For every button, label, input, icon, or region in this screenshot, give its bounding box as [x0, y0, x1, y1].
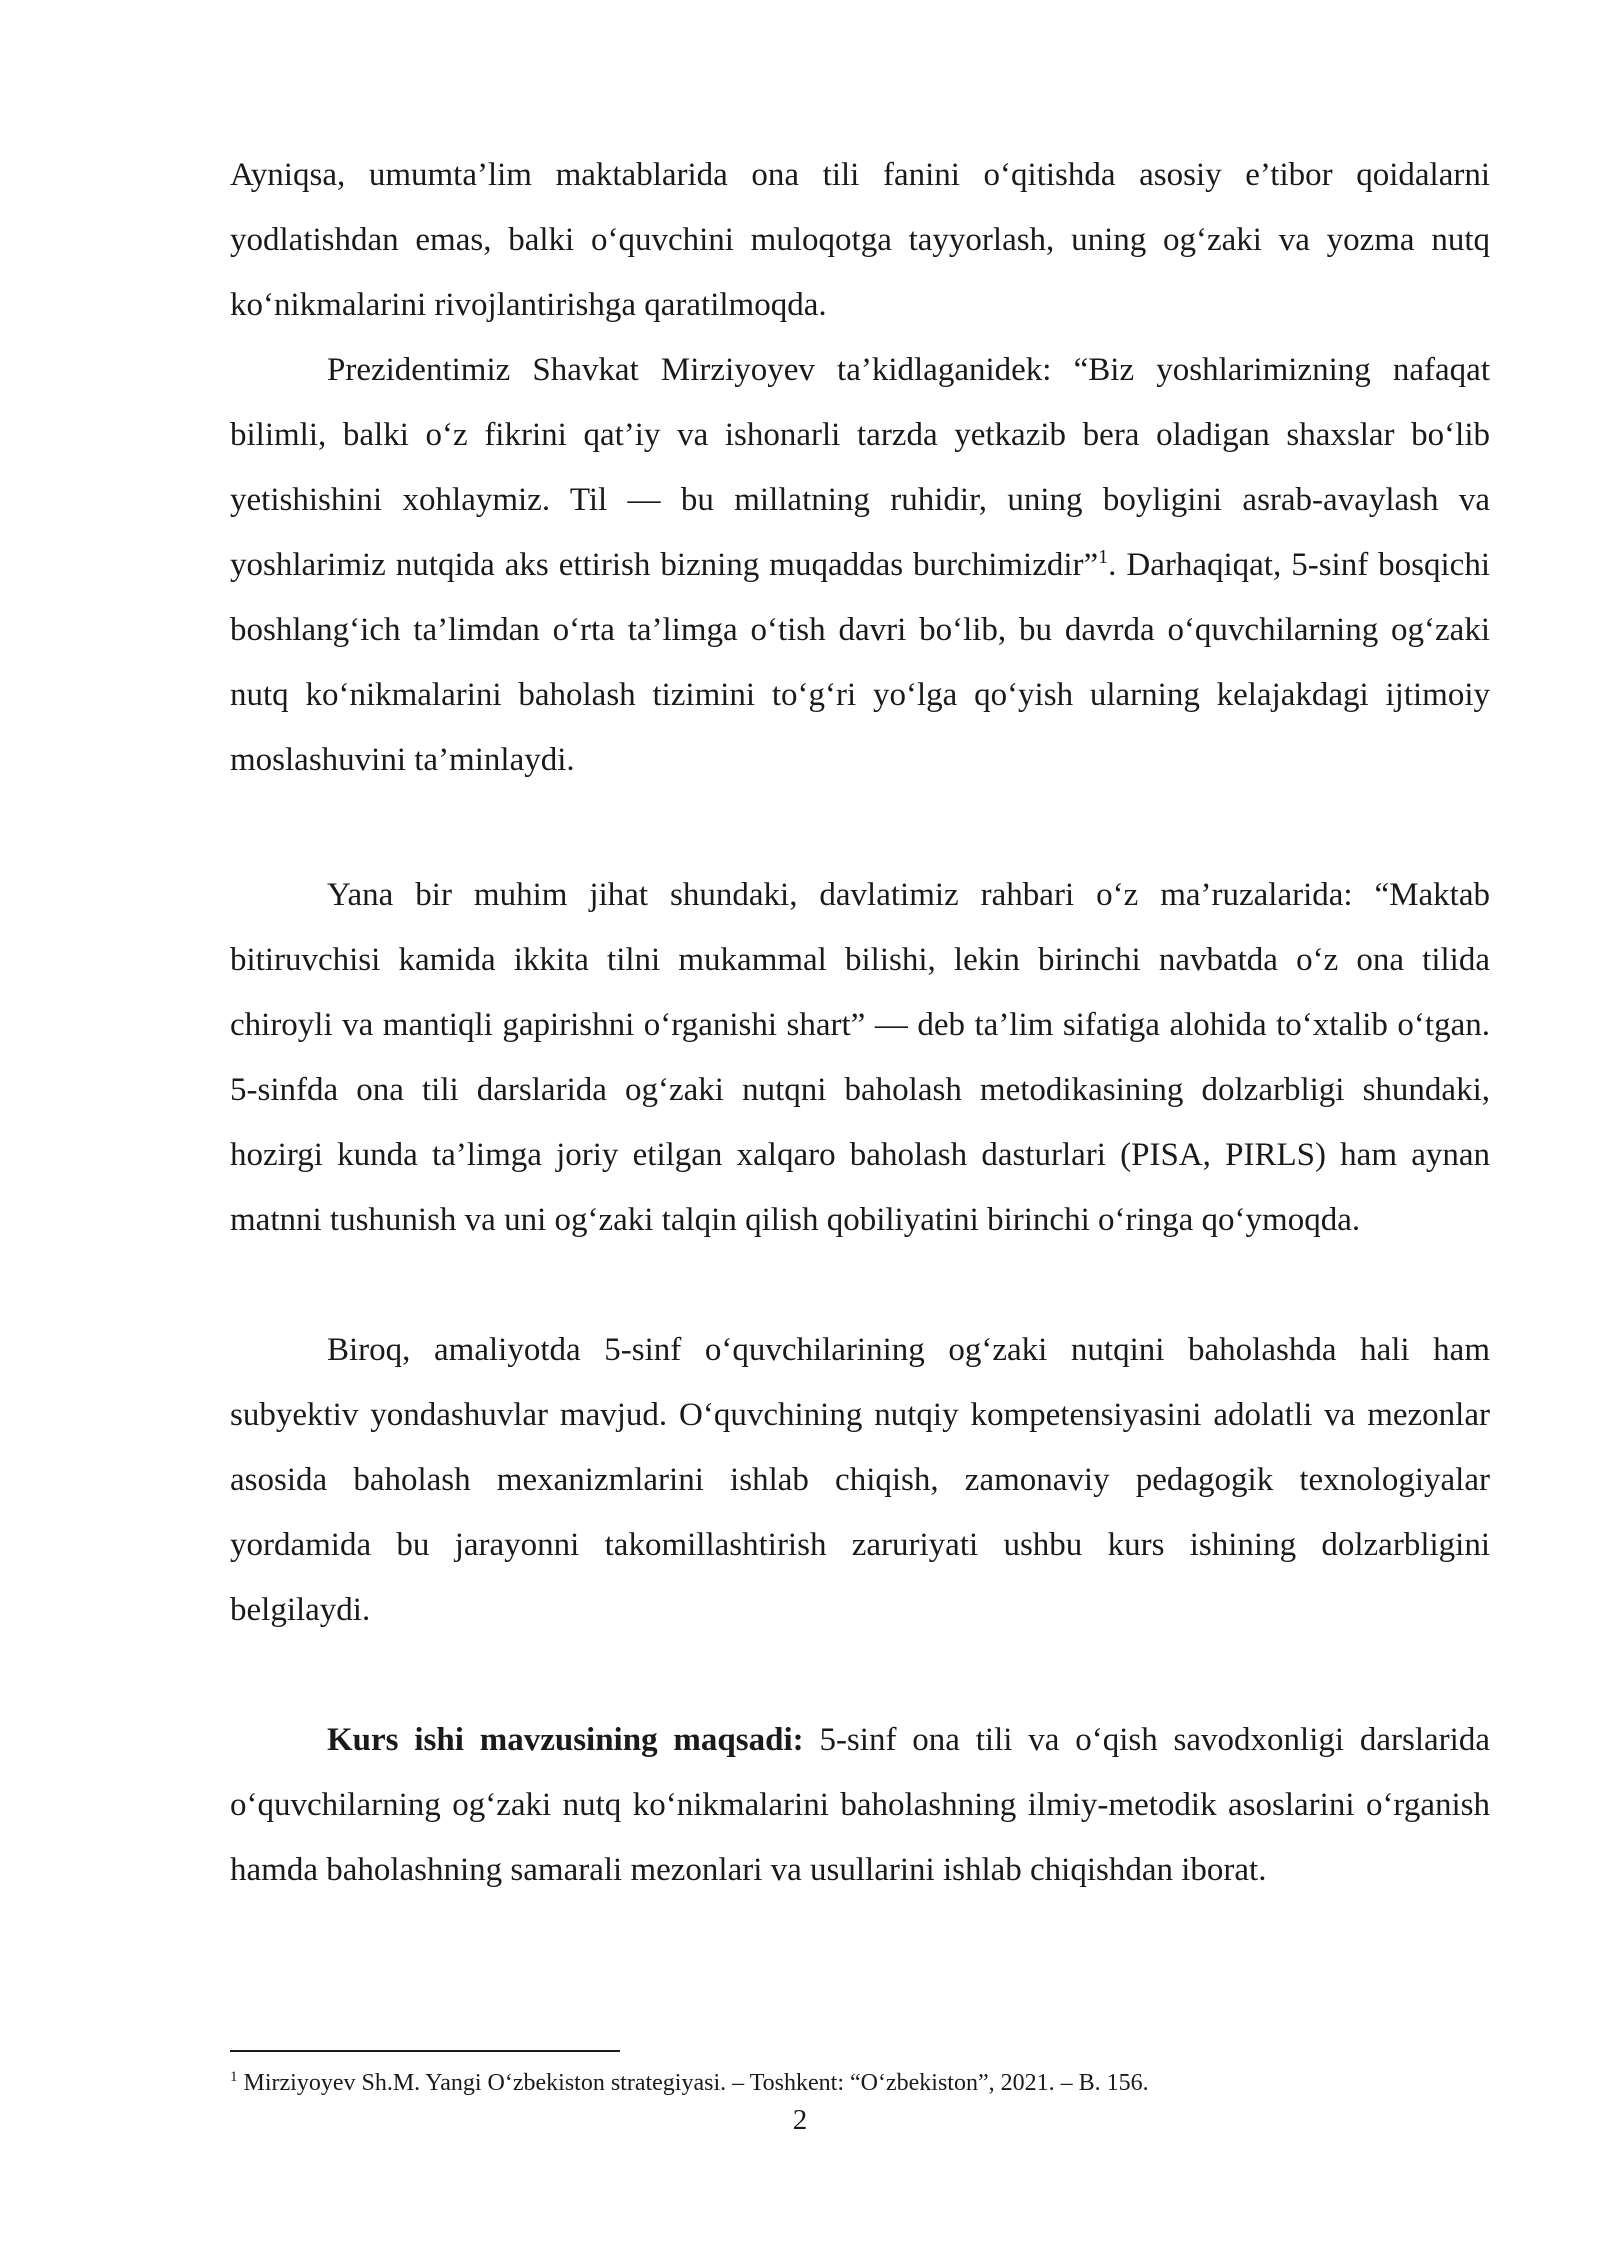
- paragraph-1: [230, 143, 1490, 338]
- footnote-text: Mirziyoyev Sh.M. Yangi O‘zbekiston strategiyasi. – Toshkent: “O‘zbekiston”, 2021. – B. 156.: [237, 2070, 1149, 2096]
- paragraph-5-text: [230, 1708, 1490, 1903]
- paragraph-5: [230, 1708, 1490, 1903]
- paragraph-2-continuation: . Darhaqiqat, 5-sinf bosqichi boshlang‘ich ta’limdan o‘rta ta’limga o‘tish davri bo‘lib, bu davrda o‘quvchilarning og‘zaki nutq ko‘nikmalarini baholash tizimini to‘g‘ri yo‘lga qo‘yish ularning kelajakdagi ijtimoiy moslashuvini ta’minlaydi.: [230, 547, 1490, 778]
- paragraph-4-text: Biroq, amaliyotda 5-sinf o‘quvchilarining og‘zaki nutqini baholashda hali ham subyektiv yondashuvlar mavjud. O‘quvchining nutqiy kompetensiyasini adolatli va mezonlar asosida baholash mexanizmlarini ishlab chiqish, zamonaviy pedagogik texnologiyalar yordamida bu jarayonni takomillashtirish zaruriyati ushbu kurs ishining dolzarbligini belgilaydi.: [230, 1332, 1490, 1628]
- goal-heading: Kurs ishi mavzusining maqsadi:: [327, 1722, 804, 1758]
- footnote-separator: [230, 2050, 620, 2052]
- goal-body: 5-sinf ona tili va o‘qish savodxonligi darslarida o‘quvchilarning og‘zaki nutq ko‘nikmalarini baholashning ilmiy-metodik asoslarini o‘rganish hamda baholashning samarali mezonlari va usullarini ishlab chiqishdan iborat.: [230, 1722, 1490, 1888]
- footnote: [230, 2068, 1490, 2098]
- footnote-mark: 1: [230, 2069, 238, 2085]
- paragraph-3-text: Yana bir muhim jihat shundaki, davlatimiz rahbari o‘z ma’ruzalarida: “Maktab bitiruvchisi kamida ikkita tilni mukammal bilishi, lekin birinchi navbatda o‘z ona tilida chiroyli va mantiqli gapirishni o‘rganishi shart” — deb ta’lim sifatiga alohida to‘xtalib o‘tgan. 5-sinfda ona tili darslarida og‘zaki nutqni baholash metodikasining dolzarbligi shundaki, hozirgi kunda ta’limga joriy etilgan xalqaro baholash dasturlari (PISA, PIRLS) ham aynan matnni tushunish va uni og‘zaki talqin qilish qobiliyatini birinchi o‘ringa qo‘ymoqda.: [230, 877, 1490, 1238]
- footnote-reference: 1: [1098, 546, 1109, 568]
- paragraph-4: [230, 1318, 1490, 1643]
- paragraph-2-text: [230, 338, 1490, 793]
- paragraph-3: [230, 863, 1490, 1253]
- paragraph-2-quote: Prezidentimiz Shavkat Mirziyoyev ta’kidlaganidek: “Biz yoshlarimizning nafaqat bilimli, balki o‘z fikrini qat’iy va ishonarli tarzda yetkazib bera oladigan shaxslar bo‘lib yetishishini xohlaymiz. Til — bu millatning ruhidir, uning boyligini asrab-avaylash va yoshlarimiz nutqida aks ettirish bizning muqaddas burchimizdir”: [230, 352, 1490, 583]
- paragraph-1-text: Ayniqsa, umumta’lim maktablarida ona tili fanini o‘qitishda asosiy e’tibor qoidalarni yodlatishdan emas, balki o‘quvchini muloqotga tayyorlash, uning og‘zaki va yozma nutq ko‘nikmalarini rivojlantirishga qaratilmoqda.: [230, 157, 1490, 323]
- paragraph-2: [230, 338, 1490, 793]
- page-number: 2: [792, 2104, 808, 2136]
